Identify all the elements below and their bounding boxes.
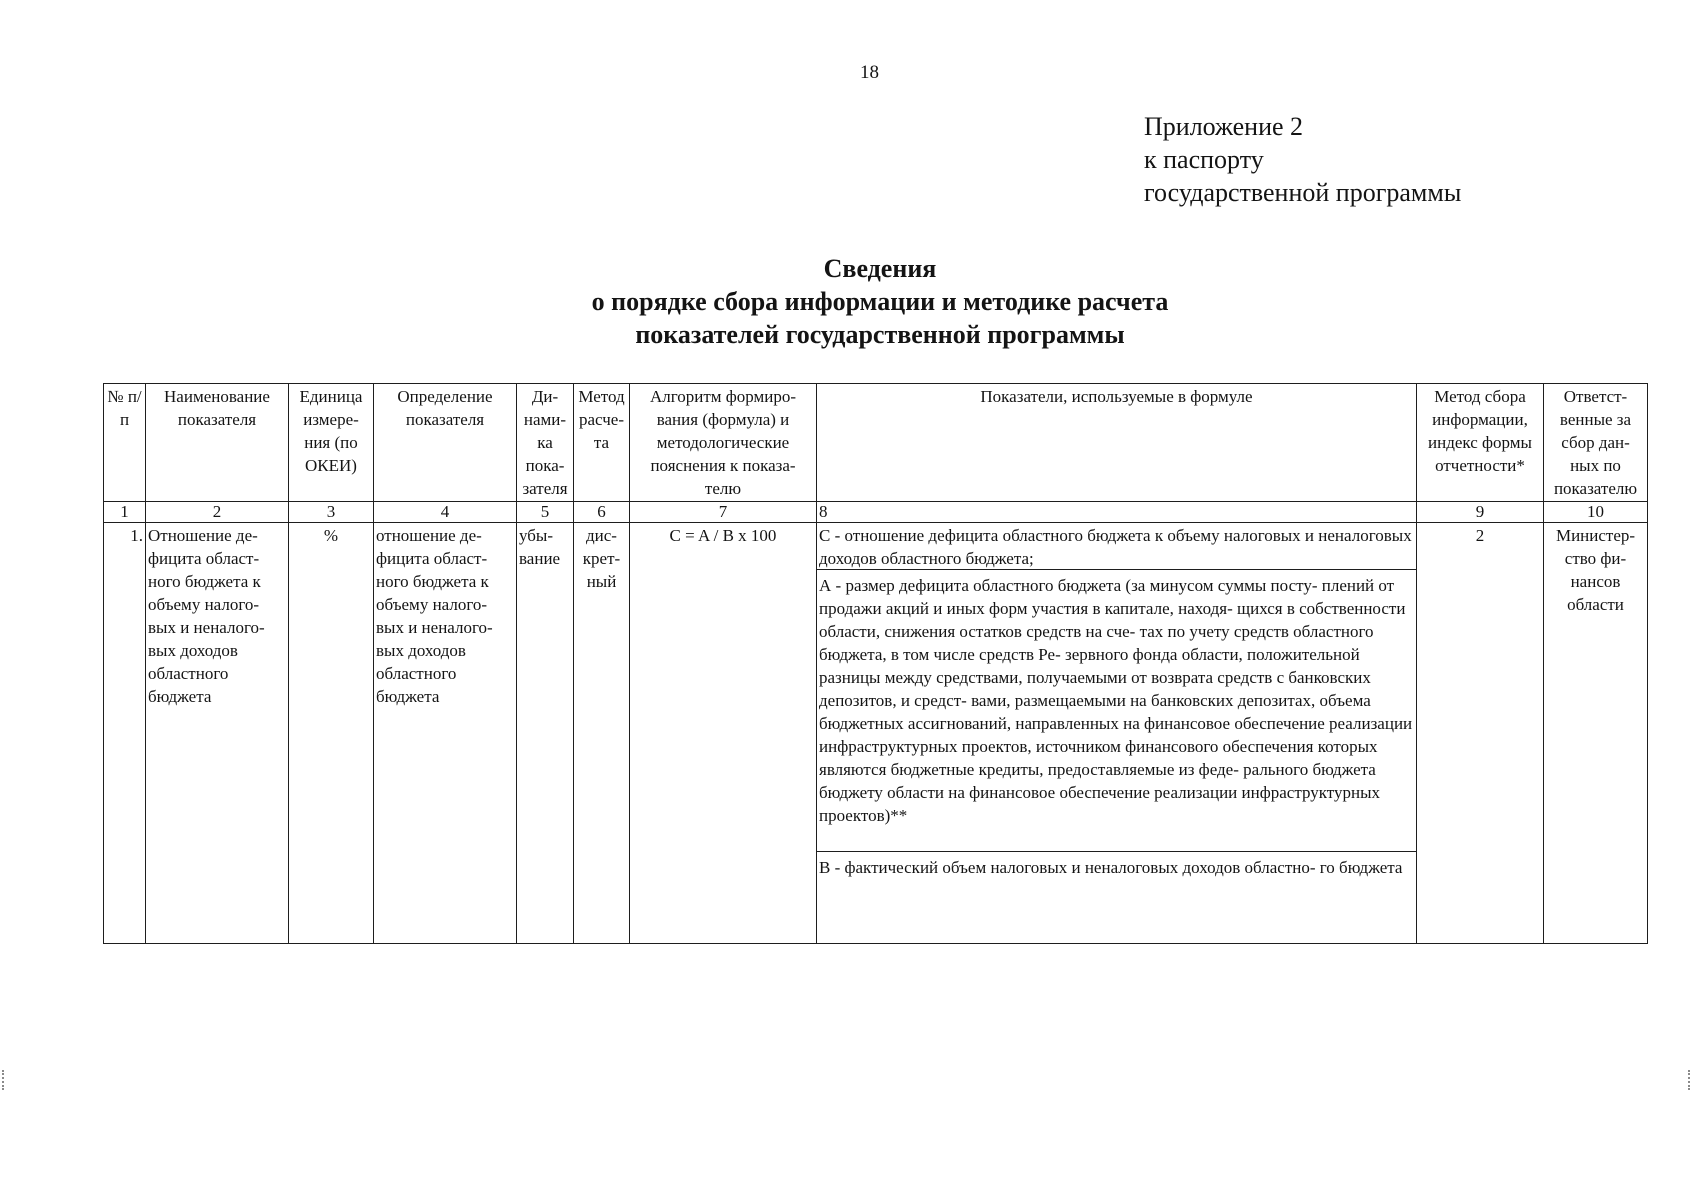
header-dynamics: Ди- нами- ка пока- зателя bbox=[517, 384, 574, 502]
page-number: 18 bbox=[860, 62, 879, 83]
indicator-unit: % bbox=[289, 523, 374, 944]
component-b: В - фактический объем налоговых и неналоговых доходов областно- го бюджета bbox=[819, 858, 1403, 877]
table-row bbox=[104, 523, 1648, 944]
column-number: 10 bbox=[1544, 502, 1648, 523]
header-row bbox=[104, 384, 1648, 502]
appendix-line-3: государственной программы bbox=[1144, 178, 1462, 207]
header-collection-method: Метод сбора информации, индекс формы отчетности* bbox=[1417, 384, 1544, 502]
responsible-body: Министер- ство фи- нансов области bbox=[1544, 523, 1648, 944]
indicator-definition: отношение де- фицита област- ного бюджета к объему налого- вых и неналого- вых доходов областного бюджета bbox=[374, 523, 517, 944]
appendix-line-1: Приложение 2 bbox=[1144, 112, 1304, 141]
indicator-name: Отношение де- фицита област- ного бюджета к объему налого- вых и неналого- вых доходов областного бюджета bbox=[146, 523, 289, 944]
column-number-row bbox=[104, 502, 1648, 523]
indicator-dynamics: убы- вание bbox=[517, 523, 574, 944]
column-number: 8 bbox=[817, 502, 1417, 523]
formula: C = A / B x 100 bbox=[630, 523, 817, 944]
column-number: 1 bbox=[104, 502, 146, 523]
calculation-method: дис- крет- ный bbox=[574, 523, 630, 944]
collection-method: 2 bbox=[1417, 523, 1544, 944]
column-number: 6 bbox=[574, 502, 630, 523]
column-number: 5 bbox=[517, 502, 574, 523]
column-number: 9 bbox=[1417, 502, 1544, 523]
title-line-1: Сведения bbox=[823, 254, 937, 283]
component-c: С - отношение дефицита областного бюджета к объему налоговых и неналоговых доходов областного бюджета; bbox=[817, 523, 1416, 570]
header-num: № п/п bbox=[104, 384, 146, 502]
header-responsible: Ответст- венные за сбор дан- ных по показателю bbox=[1544, 384, 1648, 502]
column-number: 4 bbox=[374, 502, 517, 523]
title-line-3: показателей государственной программы bbox=[635, 320, 1125, 349]
scan-edge-mark-right bbox=[1688, 1070, 1692, 1090]
header-name: Наименование показателя bbox=[146, 384, 289, 502]
appendix-line-2: к паспорту bbox=[1144, 145, 1264, 174]
header-unit: Единица измере- ния (по ОКЕИ) bbox=[289, 384, 374, 502]
header-formula: Алгоритм формиро- вания (формула) и методологические пояснения к показа- телю bbox=[630, 384, 817, 502]
formula-components bbox=[817, 523, 1417, 944]
header-definition: Определение показателя bbox=[374, 384, 517, 502]
column-number: 3 bbox=[289, 502, 374, 523]
scan-edge-mark-left bbox=[2, 1070, 6, 1090]
column-number: 2 bbox=[146, 502, 289, 523]
indicators-table bbox=[103, 383, 1648, 944]
title-line-2: о порядке сбора информации и методике расчета bbox=[591, 287, 1169, 316]
appendix-note bbox=[1144, 110, 1461, 209]
document-title bbox=[0, 252, 1697, 351]
header-components: Показатели, используемые в формуле bbox=[817, 384, 1417, 502]
row-num: 1. bbox=[104, 523, 146, 944]
header-method: Метод расче- та bbox=[574, 384, 630, 502]
component-a: А - размер дефицита областного бюджета (за минусом суммы посту- плений от продажи акций и иных форм участия в капитале, находя- щихся в собственности области, снижения остатков средств на сче- тах по учету средств областного бюджета, в том числе средств Ре- зервного фонда области, положительной разницы между средствами, получаемыми от возврата средств с банковских депозитов, и средст- вами, размещаемыми на банковских депозитах, объема бюджетных ассигнований, направленных на финансовое обеспечение реализации инфраструктурных проектов, источником финансового обеспечения которых являются бюджетные кредиты, предоставляемые из феде- рального бюджета бюджету области на финансовое обеспечение реализации инфраструктурных проектов)** bbox=[817, 570, 1416, 852]
column-number: 7 bbox=[630, 502, 817, 523]
